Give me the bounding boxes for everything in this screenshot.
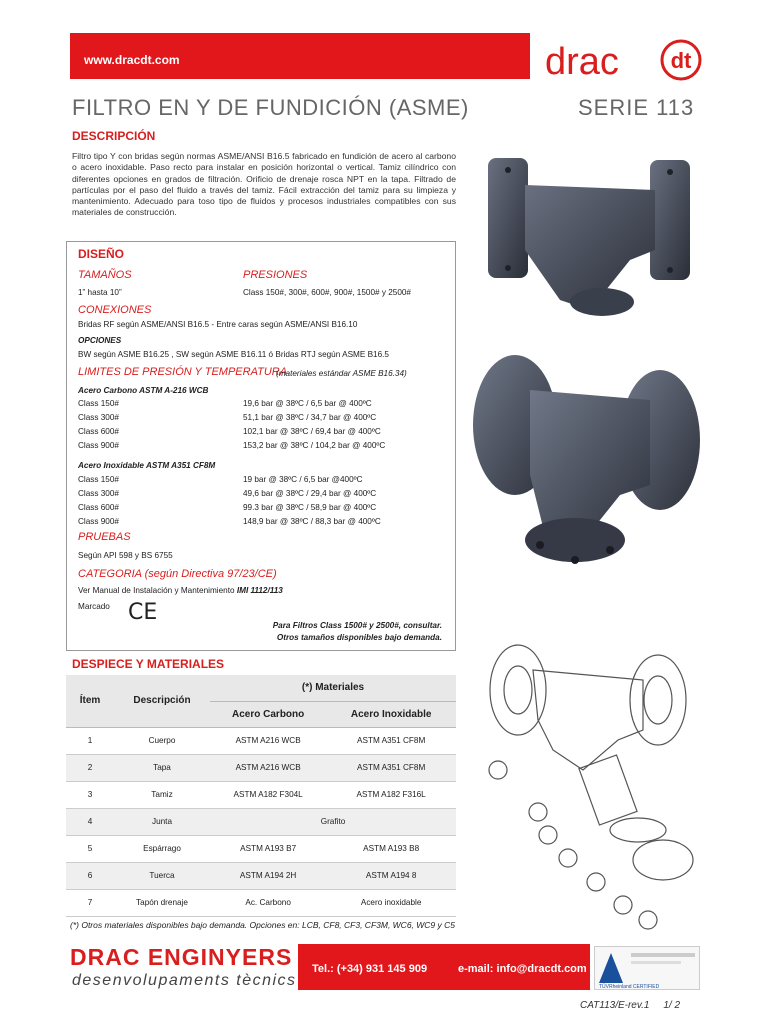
materials-footnote: (*) Otros materiales disponibles bajo demanda. Opciones en: LCB, CF8, CF3, CF3M, WC6, WC9 y C5: [70, 920, 456, 930]
table-row: 1 Cuerpo ASTM A216 WCB ASTM A351 CF8M: [66, 727, 456, 754]
ai-value: 148,9 bar @ 38ºC / 88,3 bar @ 400ºC: [243, 517, 381, 526]
phone-number: Tel.: (+34) 931 145 909: [312, 963, 428, 975]
col-materiales: (*) Materiales: [210, 675, 456, 701]
brand-tagline: desenvolupaments tècnics: [72, 972, 297, 989]
opciones-label: OPCIONES: [78, 336, 122, 345]
conexiones-label: CONEXIONES: [78, 304, 152, 316]
page-title: FILTRO EN Y DE FUNDICIÓN (ASME): [72, 95, 469, 120]
catalog-ref: CAT113/E-rev.1 1/ 2: [580, 1000, 681, 1011]
email-link[interactable]: e-mail: info@dracdt.com: [458, 963, 587, 975]
ac-value: 51,1 bar @ 38ºC / 34,7 bar @ 400ºC: [243, 413, 377, 422]
categoria-ref: IMI 1112/113: [236, 586, 283, 595]
ai-class: Class 600#: [78, 503, 119, 512]
note-line: Para Filtros Class 1500# y 2500#, consultar.: [272, 621, 442, 630]
categoria-value: Ver Manual de Instalación y Mantenimiento IMI 1112/113: [78, 586, 283, 595]
ai-value: 99.3 bar @ 38ºC / 58,9 bar @ 400ºC: [243, 503, 377, 512]
ce-mark-icon: CE: [128, 600, 158, 625]
ai-class: Class 900#: [78, 517, 119, 526]
table-row: 2 Tapa ASTM A216 WCB ASTM A351 CF8M: [66, 754, 456, 781]
acero-inox-label: Acero Inoxidable ASTM A351 CF8M: [78, 461, 216, 470]
tuv-logo-icon: [595, 947, 699, 989]
presiones-value: Class 150#, 300#, 600#, 900#, 1500# y 2500#: [243, 288, 411, 297]
presiones-label: PRESIONES: [243, 269, 308, 281]
limites-label: LIMITES DE PRESIÓN Y TEMPERATURA: [78, 366, 288, 378]
ai-class: Class 300#: [78, 489, 119, 498]
descripcion-text: Filtro tipo Y con bridas según normas ASME/ANSI B16.5 fabricado en fundición de acero al carbono o acero inoxidable. Paso recto para instalar en posición horizontal o vertical. Tamiz cilíndrico con diferentes opciones en grados de filtración. Orificio de drenaje rosca NPT en la tapa. Filtrado de partículas por el paso del fluido a través del tamiz. Fácil extracción del tamiz para su limpieza y mantenimiento. Adecuado para toso tipo de fluidos y procesos industriales compatibles con sus materiales de construcción.: [72, 151, 456, 218]
note-line: Otros tamaños disponibles bajo demanda.: [276, 633, 442, 642]
table-row: 6 Tuerca ASTM A194 2H ASTM A194 8: [66, 862, 456, 889]
ac-class: Class 600#: [78, 427, 119, 436]
descripcion-heading: DESCRIPCIÓN: [72, 129, 156, 143]
table-row: 5 Espárrago ASTM A193 B7 ASTM A193 B8: [66, 835, 456, 862]
ac-value: 102,1 bar @ 38ºC / 69,4 bar @ 400ºC: [243, 427, 381, 436]
tamanos-label: TAMAÑOS: [78, 269, 132, 281]
tuv-certified-badge: [594, 946, 700, 990]
filtros-note: [200, 620, 442, 644]
col-desc: Descripción: [114, 675, 210, 727]
diseno-heading: DISEÑO: [78, 247, 125, 261]
pruebas-value: Según API 598 y BS 6755: [78, 551, 173, 560]
valve-photo-2: [470, 345, 705, 580]
marcado-label: Marcado: [78, 602, 110, 611]
ai-value: 19 bar @ 38ºC / 6,5 bar @400ºC: [243, 475, 363, 484]
table-row: 7 Tapón drenaje Ac. Carbono Acero inoxidable: [66, 889, 456, 916]
footer-contact-bar: [298, 944, 590, 990]
valve-photo-1: [470, 150, 700, 325]
table-row: 4 Junta Grafito: [66, 808, 456, 835]
logo-text: drac: [545, 41, 619, 82]
materials-table: [66, 675, 456, 917]
cert-text: TÜVRheinland CERTIFIED: [599, 984, 660, 989]
drac-logo: [545, 38, 705, 82]
logo-badge: dt: [670, 48, 692, 73]
pruebas-label: PRUEBAS: [78, 531, 131, 543]
ac-value: 19,6 bar @ 38ºC / 6,5 bar @ 400ºC: [243, 399, 372, 408]
page-number: 1/ 2: [663, 1000, 681, 1011]
website-link[interactable]: www.dracdt.com: [84, 53, 180, 67]
ac-class: Class 900#: [78, 441, 119, 450]
ai-class: Class 150#: [78, 475, 119, 484]
header-bar: [70, 33, 530, 79]
ac-class: Class 300#: [78, 413, 119, 422]
ac-class: Class 150#: [78, 399, 119, 408]
despiece-heading: DESPIECE Y MATERIALES: [72, 657, 225, 671]
limites-note: (materiales estándar ASME B16.34): [276, 369, 407, 378]
categoria-label: CATEGORIA (según Directiva 97/23/CE): [78, 568, 277, 580]
tamanos-value: 1” hasta 10”: [78, 288, 122, 297]
col-carbono: Acero Carbono: [210, 701, 326, 727]
ac-value: 153,2 bar @ 38ºC / 104,2 bar @ 400ºC: [243, 441, 386, 450]
conexiones-value: Bridas RF según ASME/ANSI B16.5 - Entre caras según ASME/ANSI B16.10: [78, 320, 358, 329]
serie-label: SERIE 113: [578, 95, 695, 120]
ai-value: 49,6 bar @ 38ºC / 29,4 bar @ 400ºC: [243, 489, 377, 498]
col-inox: Acero Inoxidable: [326, 701, 456, 727]
col-item: Ítem: [66, 675, 114, 727]
exploded-view-drawing: [478, 630, 713, 930]
brand-name: DRAC ENGINYERS: [70, 944, 293, 970]
acero-carbono-label: Acero Carbono ASTM A-216 WCB: [78, 386, 209, 395]
table-row: 3 Tamiz ASTM A182 F304L ASTM A182 F316L: [66, 781, 456, 808]
opciones-value: BW según ASME B16.25 , SW según ASME B16.11 ó Bridas RTJ según ASME B16.5: [78, 350, 389, 359]
